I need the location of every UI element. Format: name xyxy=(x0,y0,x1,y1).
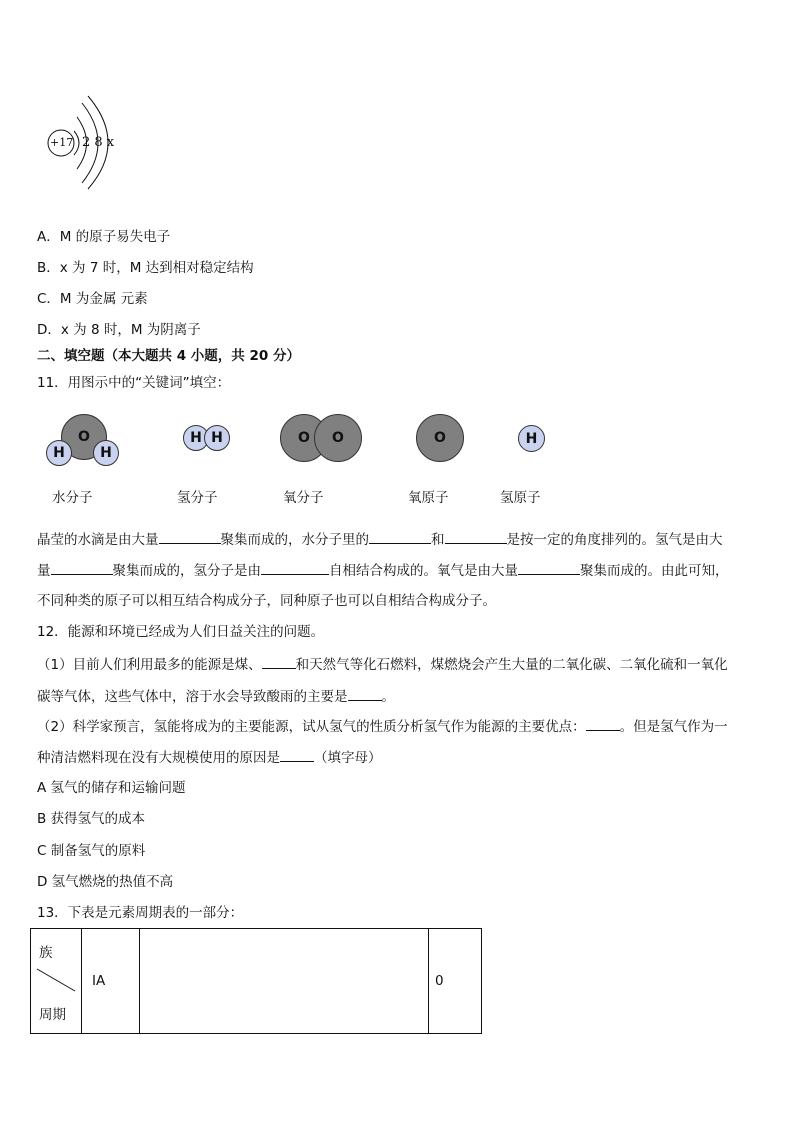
q12-part2-line2: 种清洁燃料现在没有大规模使用的原因是 （填字母） xyxy=(37,747,382,768)
q12-option-c: C 制备氢气的原料 xyxy=(37,843,146,859)
section-title-fill-in: 二、填空题（本大题共 4 小题，共 20 分） xyxy=(37,348,300,364)
label-oxygen-atom: 氧原子 xyxy=(408,490,449,506)
answer-blank[interactable] xyxy=(348,686,382,701)
answer-blank[interactable] xyxy=(280,747,314,762)
q12-option-d: D 氢气燃烧的热值不高 xyxy=(37,874,174,890)
cell-ia: IA xyxy=(82,929,140,1034)
q12-option-b: B 获得氢气的成本 xyxy=(37,811,146,827)
hydrogen-atom: H xyxy=(204,425,230,451)
answer-blank[interactable] xyxy=(445,529,507,544)
period-label: 周期 xyxy=(39,1007,66,1023)
q10-option-d: D．x 为 8 时，M 为阴离子 xyxy=(37,322,201,338)
q12-part2-line1: （2）科学家预言，氢能将成为的主要能源，试从氢气的性质分析氢气作为能源的主要优点： 。但是氢气作为一 xyxy=(37,716,728,737)
answer-blank[interactable] xyxy=(159,529,221,544)
periodic-table-fragment xyxy=(30,928,482,1034)
answer-blank[interactable] xyxy=(369,529,431,544)
q11-paragraph-line1: 晶莹的水滴是由大量 聚集而成的，水分子里的 和 是按一定的角度排列的。氢气是由大 xyxy=(37,529,723,550)
oxygen-atom: O xyxy=(280,414,328,462)
hydrogen-atom: H xyxy=(518,425,545,452)
hydrogen-atom: H xyxy=(46,440,72,466)
q12-option-a: A 氢气的储存和运输问题 xyxy=(37,780,186,796)
shell-electrons: 2 8 x xyxy=(82,135,115,150)
cell-empty xyxy=(140,929,429,1034)
answer-blank[interactable] xyxy=(518,560,580,575)
answer-blank[interactable] xyxy=(261,560,329,575)
cell-0: 0 xyxy=(429,929,482,1034)
q12-part1-line1: （1）目前人们利用最多的能源是煤、 和天然气等化石燃料，煤燃烧会产生大量的二氧化碳、二氧化硫和一氧化 xyxy=(37,654,728,675)
group-label: 族 xyxy=(39,945,53,961)
q12-title: 12．能源和环境已经成为人们日益关注的问题。 xyxy=(37,624,325,640)
oxygen-atom: O xyxy=(314,414,362,462)
q13-title: 13．下表是元素周期表的一部分： xyxy=(37,905,244,921)
label-hydrogen-molecule: 氢分子 xyxy=(177,490,218,506)
nucleus-charge: +17 xyxy=(50,136,74,149)
q10-option-b: B．x 为 7 时，M 达到相对稳定结构 xyxy=(37,260,254,276)
header-cell-group-period xyxy=(31,929,82,1034)
oxygen-atom: O xyxy=(416,414,464,462)
label-oxygen-molecule: 氧分子 xyxy=(283,490,324,506)
atom-structure-diagram xyxy=(44,95,134,190)
q11-paragraph-line2: 量 聚集而成的，氢分子是由 自相结合构成的。氧气是由大量 聚集而成的。由此可知， xyxy=(37,560,729,581)
hydrogen-atom: H xyxy=(93,440,119,466)
oxygen-atom: O xyxy=(61,414,107,460)
q12-part1-line2: 碳等气体，这些气体中，溶于水会导致酸雨的主要是 。 xyxy=(37,686,395,707)
label-water-molecule: 水分子 xyxy=(52,490,93,506)
q10-option-c: C．M 为金属 元素 xyxy=(37,291,148,307)
label-hydrogen-atom: 氢原子 xyxy=(500,490,541,506)
answer-blank[interactable] xyxy=(262,654,296,669)
q11-title: 11．用图示中的“关键词”填空： xyxy=(37,375,231,391)
hydrogen-atom: H xyxy=(183,425,209,451)
answer-blank[interactable] xyxy=(586,716,620,731)
answer-blank[interactable] xyxy=(51,560,113,575)
q11-paragraph-line3: 不同种类的原子可以相互结合构成分子，同种原子也可以自相结合构成分子。 xyxy=(37,593,496,609)
q10-option-a: A．M 的原子易失电子 xyxy=(37,229,171,245)
